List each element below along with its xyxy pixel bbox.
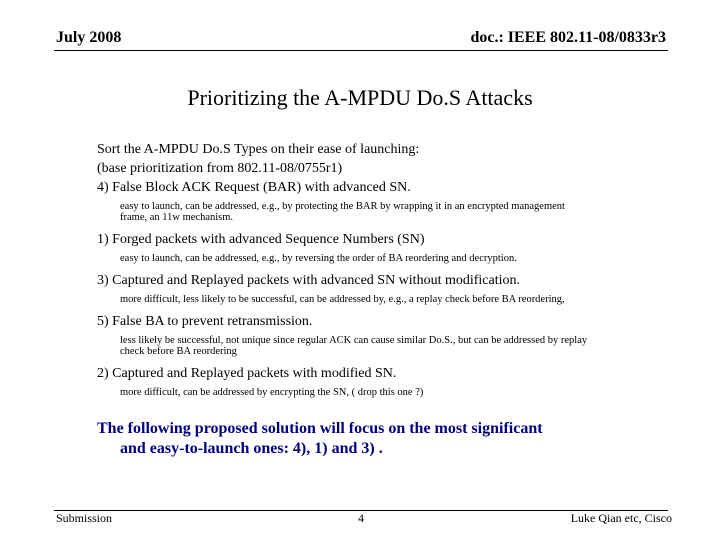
item-note — [120, 387, 667, 398]
item-heading: 2) Captured and Replayed packets with modified SN. — [97, 366, 397, 381]
item-note-line: check before BA reordering — [120, 346, 237, 357]
page-number: 4 — [358, 511, 364, 525]
item-note — [120, 201, 667, 223]
item-note-line: less likely be successful, not unique since regular ACK can cause similar Do.S., but can be addressed by replay — [120, 335, 588, 346]
header-date: July 2008 — [56, 29, 122, 46]
header-doc-id: doc.: IEEE 802.11-08/0833r3 — [470, 29, 666, 46]
slide-body — [97, 140, 667, 398]
item-note-line: easy to launch, can be addressed, e.g., by reversing the order of BA reordering and decryption. — [120, 253, 517, 264]
footer-author: Luke Qian etc, Cisco — [570, 511, 672, 525]
item-note — [120, 253, 667, 264]
conclusion — [97, 419, 677, 459]
item-note-line: more difficult, can be addressed by encrypting the SN, ( drop this one ?) — [120, 387, 424, 398]
item-heading: 3) Captured and Replayed packets with advanced SN without modification. — [97, 273, 521, 288]
item-note — [120, 335, 667, 357]
conclusion-line-2: and easy-to-launch ones: 4), 1) and 3) . — [120, 440, 383, 457]
intro-line: Sort the A-MPDU Do.S Types on their ease of launching: — [97, 142, 420, 157]
item-heading: 4) False Block ACK Request (BAR) with advanced SN. — [97, 180, 411, 195]
slide-title: Prioritizing the A-MPDU Do.S Attacks — [187, 85, 533, 110]
header-divider — [54, 50, 668, 51]
item-heading: 5) False BA to prevent retransmission. — [97, 314, 313, 329]
conclusion-line-1: The following proposed solution will focus on the most significant — [97, 420, 543, 437]
item-note-line: more difficult, less likely to be successful, can be addressed by, e.g., a replay check before BA reordering, — [120, 294, 565, 305]
item-note — [120, 294, 667, 305]
intro-line: (base prioritization from 802.11-08/0755r1) — [97, 161, 343, 176]
item-heading: 1) Forged packets with advanced Sequence Numbers (SN) — [97, 232, 425, 247]
footer-submission: Submission — [56, 511, 113, 525]
item-note-line: easy to launch, can be addressed, e.g., by protecting the BAR by wrapping it in an encrypted management — [120, 201, 565, 212]
item-note-line: frame, an 11w mechanism. — [120, 212, 234, 223]
